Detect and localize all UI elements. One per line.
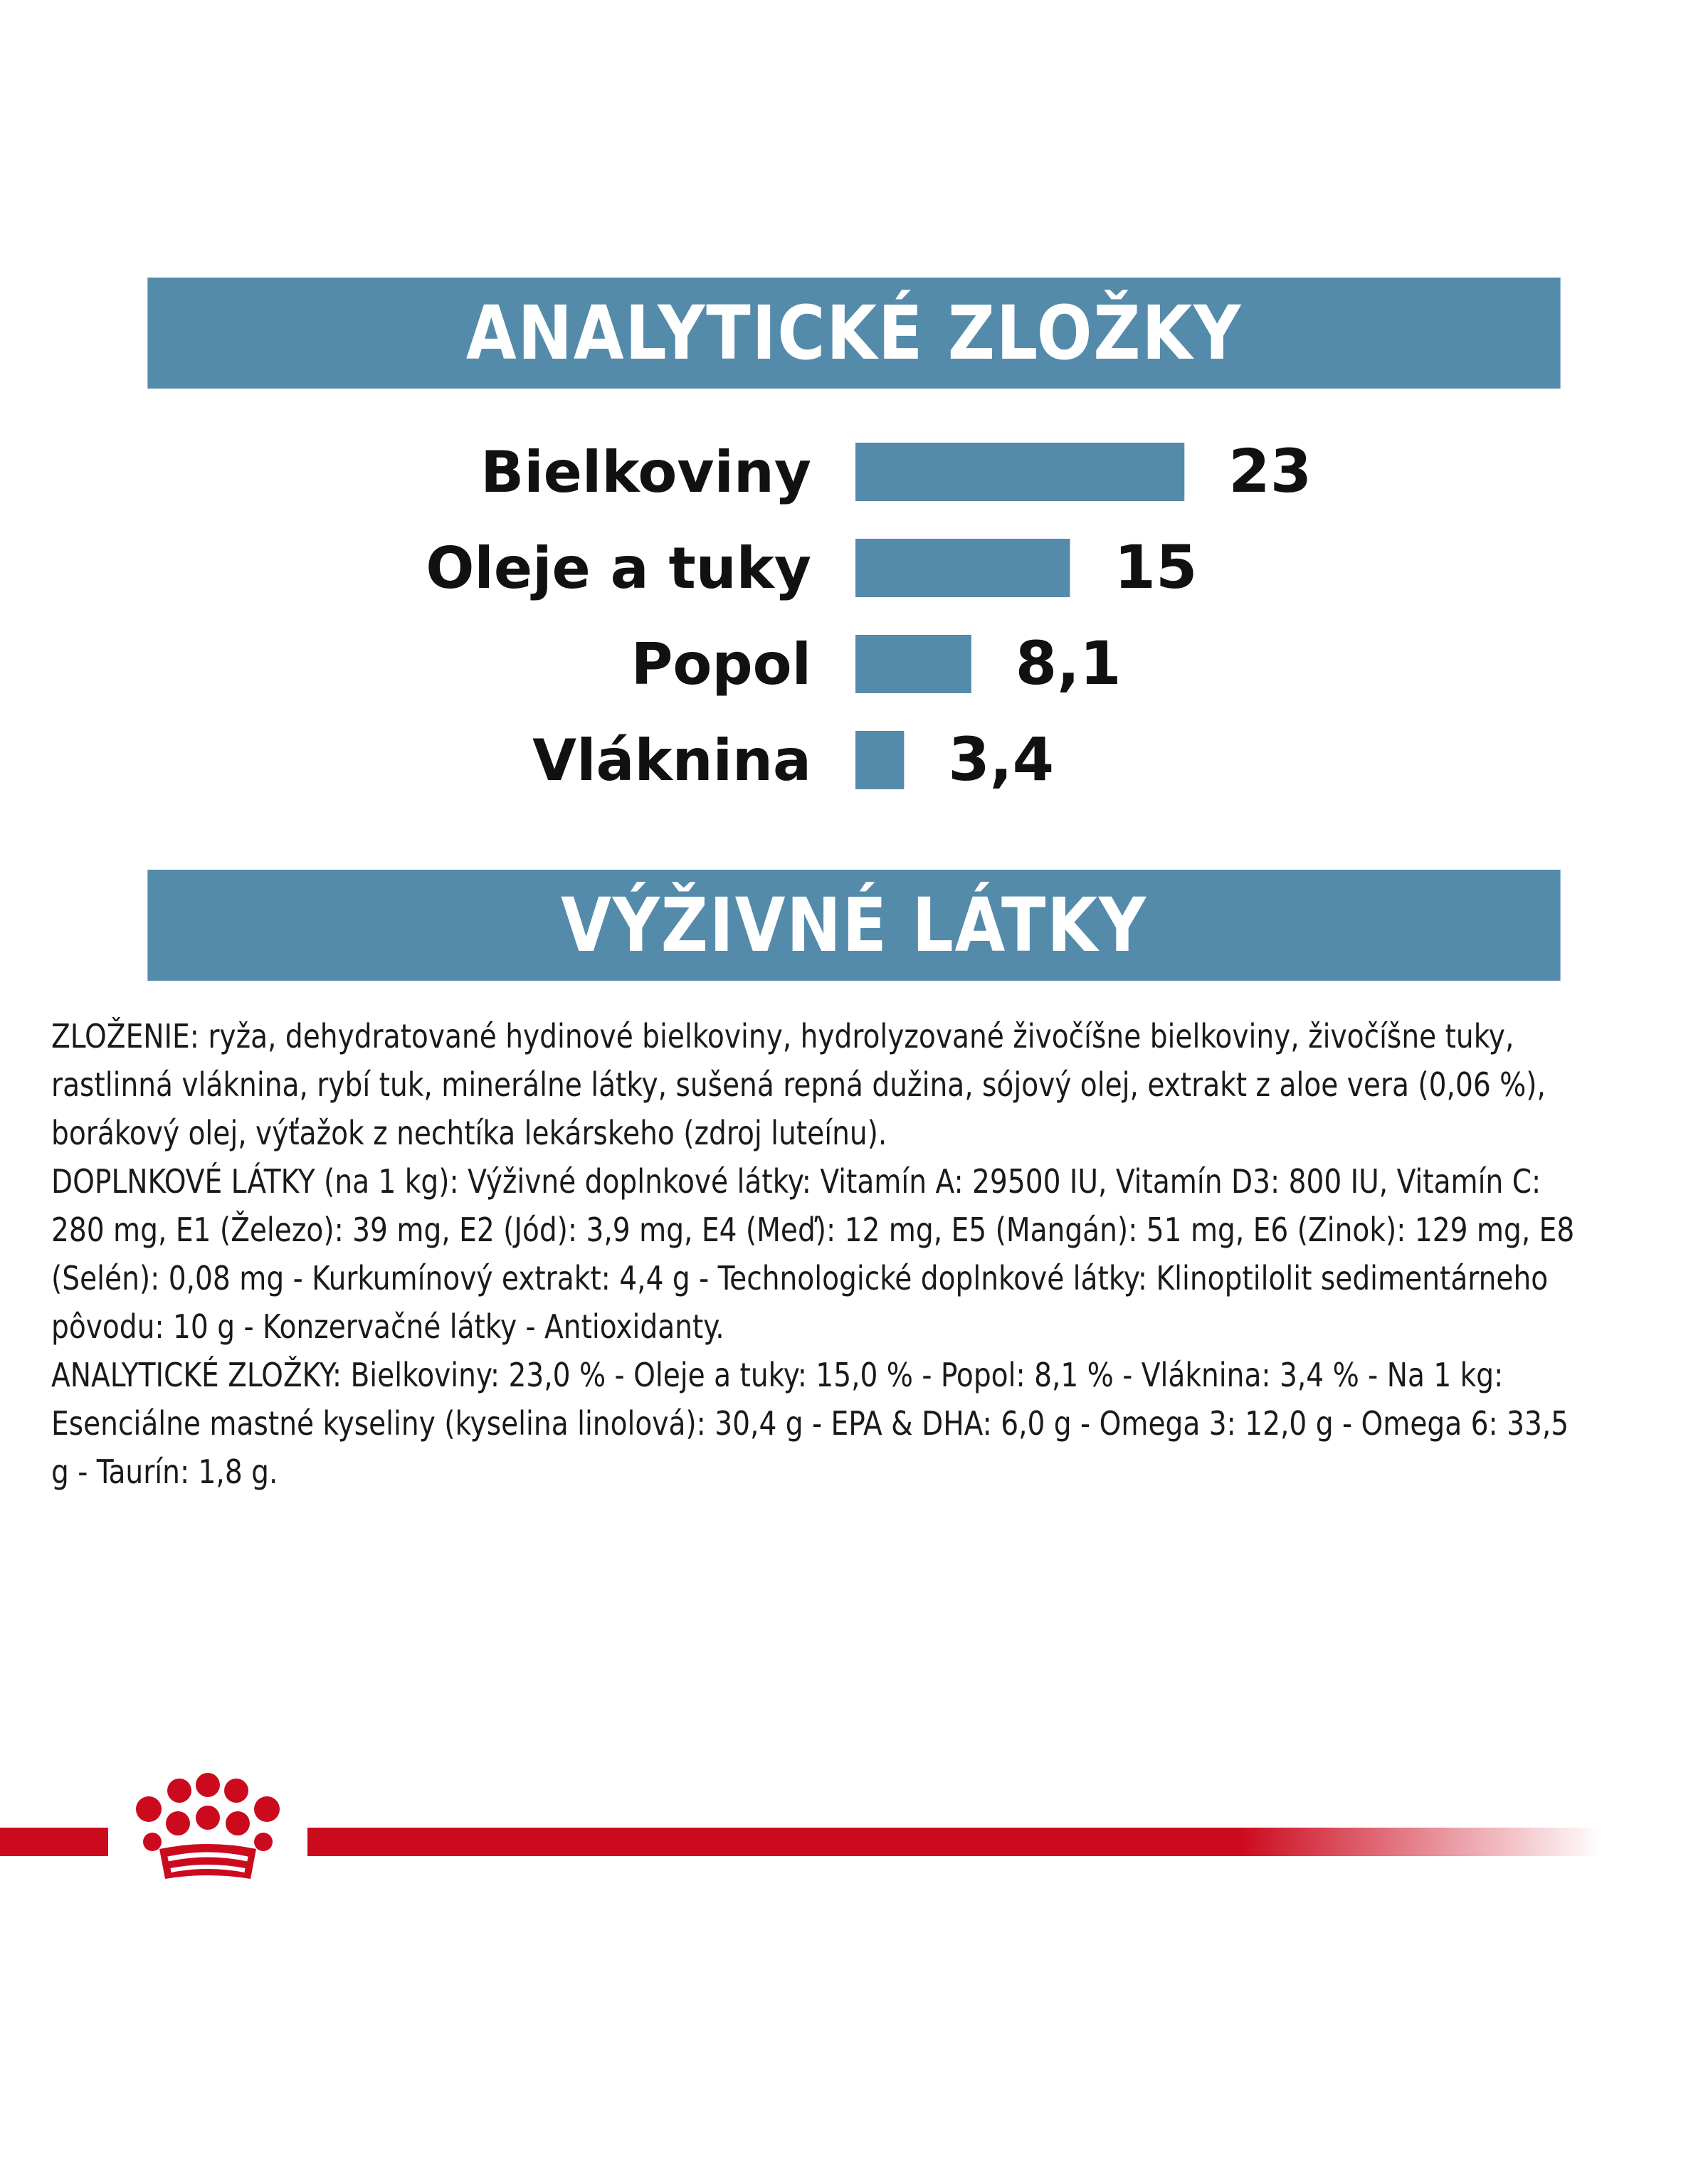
footer-stripe-right [307,1828,1603,1856]
value-label-oleje-a-tuky: 15 [1114,532,1198,602]
analytic-bar-chart [0,0,1708,854]
nutrients-title: VÝŽIVNÉ LÁTKY [561,882,1147,969]
bar-oleje-a-tuky [855,539,1070,597]
bar-popol [855,635,971,693]
bar-bielkoviny [855,443,1184,501]
category-label-oleje-a-tuky: Oleje a tuky [426,535,811,601]
composition-paragraph: ZLOŽENIE: ryža, dehydratované hydinové bielkoviny, hydrolyzované živočíšne bielkoviny, živočíšne tuky, rastlinná vláknina, rybí tuk, minerálne látky, sušená repná dužina, sójový olej, extrakt z aloe vera (0,06 %), borákový olej, výťažok z nechtíka lekárskeho (zdroj luteínu). [51,1017,1546,1152]
crown-icon [115,1765,300,1900]
brand-footer [0,1765,1708,1907]
category-label-vlaknina: Vláknina [532,727,811,794]
analytic-components-title: ANALYTICKÉ ZLOŽKY [465,290,1243,376]
composition-paragraph: DOPLNKOVÉ LÁTKY (na 1 kg): Výživné doplnkové látky: Vitamín A: 29500 IU, Vitamín D3: 800 IU, Vitamín C: 280 mg, E1 (Železo): 39 mg, E2 (Jód): 3,9 mg, E4 (Meď): 12 mg, E5 (Mangán): 51 mg, E6 (Zinok): 129 mg, E8 (Selén): 0,08 mg - Kurkumínový extrakt: 4,4 g - Technologické doplnkové látky: Klinoptilolit sedimentárneho pôvodu: 10 g - Konzervačné látky - Antioxidanty. [51,1162,1575,1346]
bar-vlaknina [855,731,904,789]
category-label-bielkoviny: Bielkoviny [480,439,811,505]
value-label-vlaknina: 3,4 [948,725,1055,794]
value-label-popol: 8,1 [1015,628,1122,698]
category-label-popol: Popol [631,631,811,697]
value-label-bielkoviny: 23 [1228,436,1312,506]
composition-text [51,1012,1578,1496]
nutrients-banner [147,870,1560,981]
footer-stripe-left [0,1828,108,1856]
composition-paragraph: ANALYTICKÉ ZLOŽKY: Bielkoviny: 23,0 % - Oleje a tuky: 15,0 % - Popol: 8,1 % - Vláknina: 3,4 % - Na 1 kg: Esenciálne mastné kyseliny (kyselina linolová): 30,4 g - EPA & DHA: 6,0 g - Omega 3: 12,0 g - Omega 6: 33,5 g - Taurín: 1,8 g. [51,1356,1569,1491]
